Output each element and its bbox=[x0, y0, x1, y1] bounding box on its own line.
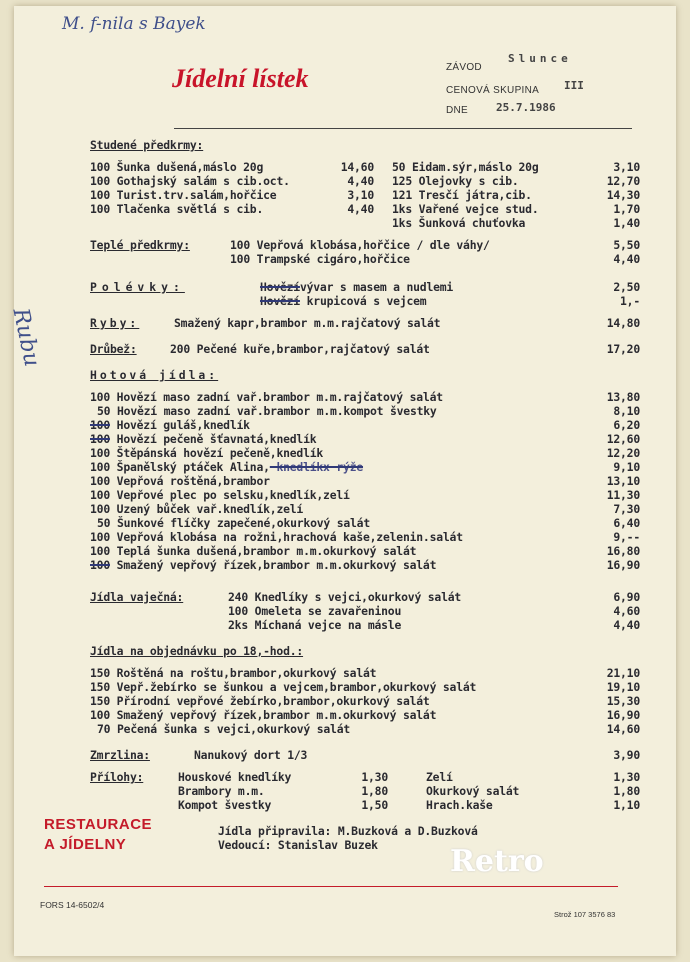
skupina-label: CENOVÁ SKUPINA bbox=[446, 85, 540, 96]
item-price: 4,40 bbox=[347, 174, 374, 188]
item-price: 9,-- bbox=[613, 530, 640, 544]
item-price: 8,10 bbox=[613, 404, 640, 418]
item-price: 4,60 bbox=[613, 604, 640, 618]
item-price: 5,50 bbox=[613, 238, 640, 252]
zavod-value: Slunce bbox=[508, 52, 572, 65]
list-item: 121 Tresčí játra,cib. bbox=[392, 188, 532, 202]
item-price: 19,10 bbox=[606, 680, 640, 694]
list-item: 70 Pečená šunka s vejci,okurkový salát bbox=[97, 722, 351, 736]
item-price: 3,10 bbox=[347, 188, 374, 202]
item-price: 1,10 bbox=[613, 798, 640, 812]
item-price: 3,90 bbox=[613, 748, 640, 762]
section-heading-vajecna: Jídla vaječná: bbox=[90, 590, 184, 604]
list-item: Smažený kapr,brambor m.m.rajčatový salát bbox=[174, 316, 441, 330]
page-title: Jídelní lístek bbox=[172, 64, 309, 93]
handwritten-note-top: M. f-nila s Bayek bbox=[62, 14, 206, 34]
list-item: 1ks Šunková chuťovka bbox=[392, 216, 526, 230]
item-price: 1,70 bbox=[613, 202, 640, 216]
item-price: 1,80 bbox=[361, 784, 388, 798]
list-item: Okurkový salát bbox=[426, 784, 520, 798]
date-value: 25.7.1986 bbox=[496, 101, 556, 114]
list-item: 125 Olejovky s cib. bbox=[392, 174, 519, 188]
item-price: 13,10 bbox=[606, 474, 640, 488]
list-item: 50 Hovězí maso zadní vař.brambor m.m.kompot švestky bbox=[97, 404, 437, 418]
item-price: 6,40 bbox=[613, 516, 640, 530]
item-price: 11,30 bbox=[606, 488, 640, 502]
item-price: 21,10 bbox=[606, 666, 640, 680]
list-item: 100 Vepřové plec po selsku,knedlík,zelí bbox=[90, 488, 350, 502]
item-price: 7,30 bbox=[613, 502, 640, 516]
list-item: Hovězívývar s masem a nudlemi bbox=[260, 280, 454, 294]
item-price: 1,50 bbox=[361, 798, 388, 812]
item-price: 17,20 bbox=[606, 342, 640, 356]
section-heading-teple: Teplé předkrmy: bbox=[90, 238, 190, 252]
list-item: 1ks Vařené vejce stud. bbox=[392, 202, 539, 216]
list-item: 50 Šunkové flíčky zapečené,okurkový salát bbox=[97, 516, 370, 530]
item-price: 14,30 bbox=[606, 188, 640, 202]
item-price: 12,60 bbox=[606, 432, 640, 446]
list-item: Kompot švestky bbox=[178, 798, 272, 812]
list-item: 150 Přírodní vepřové žebírko,brambor,okurkový salát bbox=[90, 694, 430, 708]
form-number: FORS 14-6502/4 bbox=[40, 900, 105, 910]
item-price: 2,50 bbox=[613, 280, 640, 294]
list-item: Brambory m.m. bbox=[178, 784, 265, 798]
list-item: Zelí bbox=[426, 770, 453, 784]
section-heading-hotova: Hotová jídla: bbox=[90, 368, 219, 382]
list-item: 100 Tlačenka světlá s cib. bbox=[90, 202, 264, 216]
item-price: 1,40 bbox=[613, 216, 640, 230]
section-heading-objednavka: Jídla na objednávku po 18,-hod.: bbox=[90, 644, 304, 658]
list-item: 100 Gothajský salám s cib.oct. bbox=[90, 174, 290, 188]
print-number: Strož 107 3576 83 bbox=[554, 910, 616, 919]
section-heading-studene: Studené předkrmy: bbox=[90, 138, 204, 152]
list-item: 100 Teplá šunka dušená,brambor m.m.okurkový salát bbox=[90, 544, 417, 558]
item-price: 14,60 bbox=[606, 722, 640, 736]
header-rule bbox=[174, 128, 632, 129]
list-item: 100 Španělský ptáček Alina, knedlíkx rýže bbox=[90, 460, 364, 474]
section-heading-ryby: Ryby: bbox=[90, 316, 140, 330]
item-price: 1,80 bbox=[613, 784, 640, 798]
manager: Vedoucí: Stanislav Buzek bbox=[218, 838, 378, 852]
item-price: 1,- bbox=[620, 294, 640, 308]
item-price: 9,10 bbox=[613, 460, 640, 474]
list-item: 100 Vepřová roštěná,brambor bbox=[90, 474, 270, 488]
item-price: 3,10 bbox=[613, 160, 640, 174]
section-heading-zmrzlina: Zmrzlina: bbox=[90, 748, 150, 762]
item-price: 4,40 bbox=[613, 252, 640, 266]
item-price: 1,30 bbox=[613, 770, 640, 784]
item-price: 16,80 bbox=[606, 544, 640, 558]
item-price: 1,30 bbox=[361, 770, 388, 784]
menu-sheet bbox=[7, 6, 676, 956]
item-price: 16,90 bbox=[606, 558, 640, 572]
section-heading-prilohy: Přílohy: bbox=[90, 770, 144, 784]
section-heading-polevky: Polévky: bbox=[90, 280, 185, 294]
list-item: 100 Trampské cigáro,hořčice bbox=[230, 252, 410, 266]
prepared-by: Jídla připravila: M.Buzková a D.Buzková bbox=[218, 824, 478, 838]
list-item: 150 Roštěná na roštu,brambor,okurkový salát bbox=[90, 666, 377, 680]
date-label: DNE bbox=[446, 105, 469, 116]
list-item: 100 Uzený bůček vař.knedlík,zelí bbox=[90, 502, 304, 516]
list-item: 100 Štěpánská hovězí pečeně,knedlík bbox=[90, 446, 324, 460]
restaurant-label: RESTAURACE bbox=[44, 816, 153, 833]
list-item: 100 Hovězí guláš,knedlík bbox=[90, 418, 250, 432]
handwritten-note-side: Rubu bbox=[7, 306, 45, 369]
item-price: 12,20 bbox=[606, 446, 640, 460]
list-item: Hovězí krupicová s vejcem bbox=[260, 294, 427, 308]
item-price: 6,20 bbox=[613, 418, 640, 432]
item-price: 15,30 bbox=[606, 694, 640, 708]
list-item: 50 Eidam.sýr,máslo 20g bbox=[392, 160, 539, 174]
restaurant-label-2: A JÍDELNY bbox=[44, 836, 127, 853]
item-price: 12,70 bbox=[606, 174, 640, 188]
item-price: 6,90 bbox=[613, 590, 640, 604]
list-item: 100 Hovězí maso zadní vař.brambor m.m.rajčatový salát bbox=[90, 390, 443, 404]
zavod-label: ZÁVOD bbox=[446, 62, 482, 73]
list-item: 100 Turist.trv.salám,hořčice bbox=[90, 188, 277, 202]
list-item: Nanukový dort 1/3 bbox=[194, 748, 308, 762]
list-item: 200 Pečené kuře,brambor,rajčatový salát bbox=[170, 342, 430, 356]
list-item: 100 Smažený vepřový řízek,brambor m.m.okurkový salát bbox=[90, 558, 437, 572]
item-price: 14,60 bbox=[340, 160, 374, 174]
list-item: 100 Smažený vepřový řízek,brambor m.m.okurkový salát bbox=[90, 708, 437, 722]
item-price: 14,80 bbox=[606, 316, 640, 330]
list-item: 100 Hovězí pečeně šťavnatá,knedlík bbox=[90, 432, 317, 446]
list-item: 100 Šunka dušená,máslo 20g bbox=[90, 160, 264, 174]
footer-rule bbox=[44, 886, 618, 887]
list-item: 150 Vepř.žebírko se šunkou a vejcem,brambor,okurkový salát bbox=[90, 680, 477, 694]
list-item: Hrach.kaše bbox=[426, 798, 493, 812]
list-item: 100 Omeleta se zavařeninou bbox=[228, 604, 402, 618]
list-item: 100 Vepřová klobása,hořčice / dle váhy/ bbox=[230, 238, 490, 252]
list-item: 2ks Míchaná vejce na másle bbox=[228, 618, 402, 632]
list-item: Houskové knedlíky bbox=[178, 770, 292, 784]
list-item: 240 Knedlíky s vejci,okurkový salát bbox=[228, 590, 462, 604]
item-price: 4,40 bbox=[613, 618, 640, 632]
item-price: 4,40 bbox=[347, 202, 374, 216]
retro-watermark: Retro bbox=[450, 844, 544, 879]
item-price: 13,80 bbox=[606, 390, 640, 404]
list-item: 100 Vepřová klobása na rožni,hrachová kaše,zelenin.salát bbox=[90, 530, 463, 544]
skupina-value: III bbox=[564, 79, 584, 92]
section-heading-drubez: Drůbež: bbox=[90, 342, 137, 356]
item-price: 16,90 bbox=[606, 708, 640, 722]
